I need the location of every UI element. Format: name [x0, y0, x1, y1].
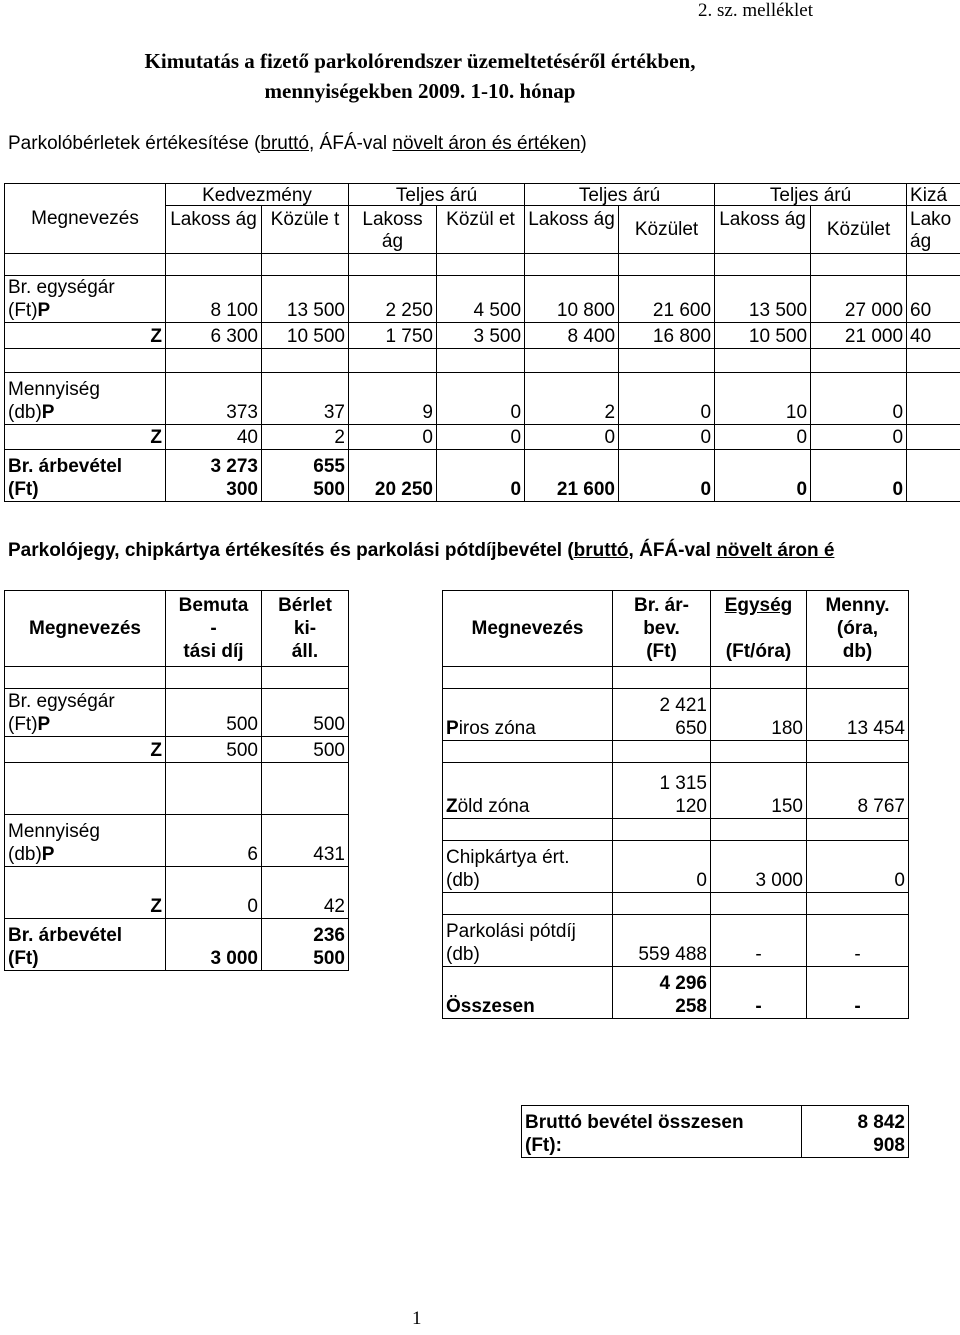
price-cell: 1 750	[349, 323, 437, 349]
qty-cell: 2	[525, 373, 619, 425]
qty-cell: 0	[525, 425, 619, 450]
fees-table	[4, 590, 349, 971]
price-cell: 10 500	[715, 323, 811, 349]
qty-cell: 373	[166, 373, 262, 425]
subheader: Lakoss ág	[166, 206, 262, 254]
z-label: Z	[5, 737, 166, 763]
tickets-table	[442, 590, 909, 1019]
page-number: 1	[412, 1308, 422, 1329]
unit-cell: -	[711, 967, 807, 1019]
name-header: Megnevezés	[443, 591, 613, 667]
price-cell: 500	[262, 737, 349, 763]
revenue-cell	[907, 450, 960, 502]
price-cell: 8 100	[166, 276, 262, 323]
summary-label: Bruttó bevétel összesen (Ft):	[522, 1106, 802, 1158]
quantity-label: Mennyiség (db)P	[5, 373, 166, 425]
qty-cell: 0	[437, 425, 525, 450]
name-header: Megnevezés	[5, 184, 166, 254]
penalty-fee-label: Parkolási pótdíj (db)	[443, 915, 613, 967]
total-label: Összesen	[443, 967, 613, 1019]
price-cell: 500	[166, 737, 262, 763]
qty-cell: 13 454	[807, 689, 909, 741]
price-cell: 13 500	[715, 276, 811, 323]
subheader: Lakoss ág	[715, 206, 811, 254]
presentation-fee-header: Bemuta - tási díj	[166, 591, 262, 667]
price-cell: 500	[166, 689, 262, 737]
price-cell: 6 300	[166, 323, 262, 349]
revenue-cell: 0	[811, 450, 907, 502]
unit-cell: 180	[711, 689, 807, 741]
price-cell: 10 800	[525, 276, 619, 323]
price-cell: 21 000	[811, 323, 907, 349]
group-header: Kizá	[907, 184, 960, 206]
qty-cell: -	[807, 967, 909, 1019]
page-title	[0, 46, 840, 106]
qty-cell: 40	[166, 425, 262, 450]
revenue-cell: 3 273 300	[166, 450, 262, 502]
subheader: Közüle t	[262, 206, 349, 254]
quantity-header: Menny. (óra, db)	[807, 591, 909, 667]
qty-cell: 0	[811, 373, 907, 425]
z-label: Z	[5, 323, 166, 349]
subheader: Lako ág	[907, 206, 960, 254]
name-header: Megnevezés	[5, 591, 166, 667]
unit-price-label: Br. egységár (Ft)P	[5, 689, 166, 737]
revenue-cell: 0	[715, 450, 811, 502]
z-label: Z	[5, 425, 166, 450]
price-cell: 16 800	[619, 323, 715, 349]
group-header: Teljes árú	[349, 184, 525, 206]
subheader: Lakoss ág	[525, 206, 619, 254]
quantity-label: Mennyiség (db)P	[5, 815, 166, 867]
qty-cell	[907, 373, 960, 425]
qty-cell: 0	[349, 425, 437, 450]
unit-header: Egység (Ft/óra)	[711, 591, 807, 667]
price-cell: 60	[907, 276, 960, 323]
revenue-cell: 236 500	[262, 919, 349, 971]
qty-cell: 0	[166, 867, 262, 919]
passes-table	[4, 183, 960, 502]
attachment-label: 2. sz. melléklet	[698, 0, 814, 21]
price-cell: 500	[262, 689, 349, 737]
qty-cell: 0	[807, 841, 909, 893]
subheader: Közület	[619, 206, 715, 254]
pass-issue-header: Bérlet ki- áll.	[262, 591, 349, 667]
unit-price-label: Br. egységár (Ft)P	[5, 276, 166, 323]
revenue-cell: 20 250	[349, 450, 437, 502]
revenue-cell: 559 488	[613, 915, 711, 967]
revenue-cell: 21 600	[525, 450, 619, 502]
price-cell: 8 400	[525, 323, 619, 349]
price-cell: 10 500	[262, 323, 349, 349]
revenue-cell: 0	[619, 450, 715, 502]
qty-cell: 431	[262, 815, 349, 867]
group-header: Teljes árú	[715, 184, 907, 206]
qty-cell: -	[807, 915, 909, 967]
section-heading-passes: Parkolóbérletek értékesítése (bruttó, ÁFÁ-val növelt áron és értéken)	[8, 133, 587, 154]
revenue-header: Br. ár- bev. (Ft)	[613, 591, 711, 667]
revenue-label: Br. árbevétel (Ft)	[5, 919, 166, 971]
price-cell: 27 000	[811, 276, 907, 323]
revenue-cell: 4 296 258	[613, 967, 711, 1019]
qty-cell: 42	[262, 867, 349, 919]
price-cell: 3 500	[437, 323, 525, 349]
price-cell: 40	[907, 323, 960, 349]
price-cell: 13 500	[262, 276, 349, 323]
qty-cell: 10	[715, 373, 811, 425]
unit-cell: -	[711, 915, 807, 967]
subheader: Közület	[811, 206, 907, 254]
subheader: Közül et	[437, 206, 525, 254]
qty-cell: 8 767	[807, 763, 909, 819]
revenue-cell: 0	[437, 450, 525, 502]
price-cell: 2 250	[349, 276, 437, 323]
qty-cell	[907, 425, 960, 450]
subheader: Lakoss ág	[349, 206, 437, 254]
price-cell: 4 500	[437, 276, 525, 323]
qty-cell: 0	[619, 425, 715, 450]
qty-cell: 37	[262, 373, 349, 425]
revenue-label: Br. árbevétel (Ft)	[5, 450, 166, 502]
price-cell: 21 600	[619, 276, 715, 323]
qty-cell: 0	[619, 373, 715, 425]
qty-cell: 6	[166, 815, 262, 867]
green-zone-label: Zöld zóna	[443, 763, 613, 819]
section-heading-tickets: Parkolójegy, chipkártya értékesítés és parkolási pótdíjbevétel (bruttó, ÁFÁ-val növelt áron é	[8, 540, 835, 561]
unit-cell: 150	[711, 763, 807, 819]
qty-cell: 0	[437, 373, 525, 425]
revenue-cell: 655 500	[262, 450, 349, 502]
unit-cell: 3 000	[711, 841, 807, 893]
revenue-cell: 1 315 120	[613, 763, 711, 819]
qty-cell: 0	[715, 425, 811, 450]
summary-table	[521, 1105, 909, 1158]
revenue-cell: 3 000	[166, 919, 262, 971]
qty-cell: 0	[811, 425, 907, 450]
title-line-1: Kimutatás a fizető parkolórendszer üzemeltetéséről értékben,	[144, 49, 696, 73]
revenue-cell: 0	[613, 841, 711, 893]
qty-cell: 9	[349, 373, 437, 425]
red-zone-label: Piros zóna	[443, 689, 613, 741]
group-header: Kedvezmény	[166, 184, 349, 206]
summary-value: 8 842 908	[802, 1106, 909, 1158]
qty-cell: 2	[262, 425, 349, 450]
title-line-2: mennyiségekben 2009. 1-10. hónap	[264, 79, 576, 103]
z-label: Z	[5, 867, 166, 919]
group-header: Teljes árú	[525, 184, 715, 206]
revenue-cell: 2 421 650	[613, 689, 711, 741]
chipcard-label: Chipkártya ért. (db)	[443, 841, 613, 893]
